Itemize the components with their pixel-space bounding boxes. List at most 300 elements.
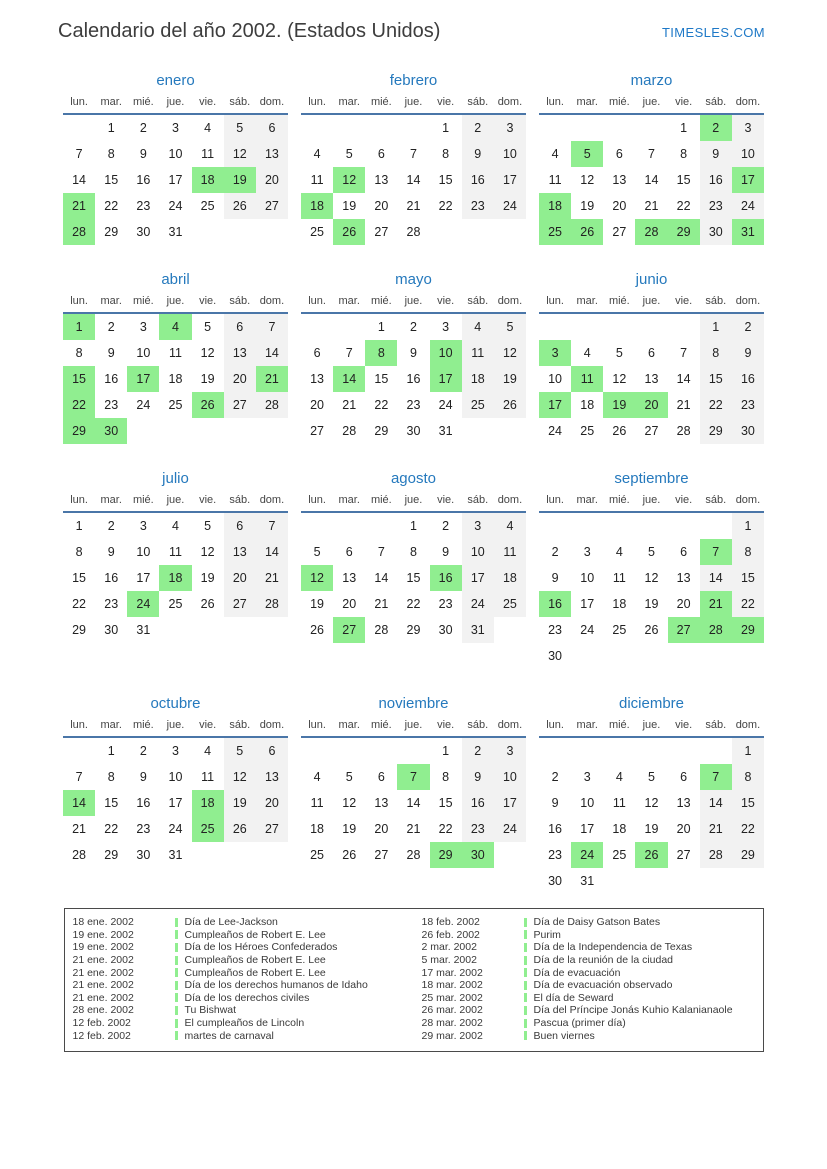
day-cell: 8	[442, 147, 450, 161]
holiday-marker-icon	[175, 930, 178, 939]
day-cell: 25	[192, 816, 224, 842]
day-cell: 28	[63, 219, 95, 245]
day-cell: 19	[224, 167, 256, 193]
holiday-name: Buen viernes	[533, 1029, 595, 1042]
day-cell: 20	[342, 597, 357, 611]
month-octubre	[63, 695, 288, 868]
day-cell: 15	[732, 790, 764, 816]
day-cell: 28	[700, 617, 732, 643]
day-cell: 7	[256, 313, 288, 340]
day-cell	[494, 842, 526, 868]
day-cell	[462, 219, 494, 245]
holiday-name: Tu Bishwat	[184, 1004, 237, 1017]
day-cell: 14	[256, 340, 288, 366]
holiday-date: 25 mar. 2002	[421, 991, 483, 1004]
weekday-label: jue.	[635, 717, 667, 737]
day-cell: 23	[462, 816, 494, 842]
day-cell	[224, 617, 256, 643]
day-cell: 29	[406, 623, 421, 637]
weekday-label: lun.	[301, 94, 333, 114]
holiday-name: Día de la reunión de la ciudad	[533, 954, 674, 967]
month-grid	[301, 293, 526, 444]
day-cell	[668, 512, 700, 539]
day-cell: 20	[676, 597, 691, 611]
day-cell: 1	[732, 737, 764, 764]
weekday-label: mar.	[571, 293, 603, 313]
day-cell	[668, 868, 700, 894]
holiday-marker-icon	[524, 1019, 527, 1028]
day-cell: 10	[462, 539, 494, 565]
day-cell: 28	[374, 623, 389, 637]
day-cell: 8	[680, 147, 688, 161]
day-cell: 7	[648, 147, 655, 161]
day-cell: 4	[462, 313, 494, 340]
day-cell: 3	[494, 737, 526, 764]
day-cell: 1	[75, 519, 83, 533]
day-cell: 5	[313, 545, 321, 559]
day-cell: 19	[342, 822, 357, 836]
day-cell	[301, 313, 333, 340]
month-title: agosto	[390, 470, 437, 487]
day-cell: 30	[732, 418, 764, 444]
day-cell: 21	[406, 199, 421, 213]
day-cell	[539, 313, 571, 340]
day-cell	[63, 737, 95, 764]
weekday-label: dom.	[494, 94, 526, 114]
holiday-name: Cumpleaños de Robert E. Lee	[184, 966, 326, 979]
weekday-label: vie.	[668, 293, 700, 313]
day-cell: 18	[612, 822, 627, 836]
day-cell: 19	[342, 199, 357, 213]
day-cell: 22	[63, 392, 95, 418]
month-grid	[63, 717, 288, 868]
day-cell: 1	[410, 519, 417, 533]
day-cell: 17	[168, 796, 183, 810]
holiday-date: 21 ene. 2002	[72, 954, 134, 967]
day-cell: 6	[377, 770, 385, 784]
day-cell: 15	[406, 571, 421, 585]
day-cell: 5	[224, 737, 256, 764]
holiday-marker-icon	[524, 1031, 527, 1040]
weekday-label: sáb.	[700, 492, 732, 512]
day-cell: 25	[310, 848, 325, 862]
weekday-label: lun.	[63, 717, 95, 737]
month-junio	[539, 271, 764, 444]
weekday-label: mar.	[95, 293, 127, 313]
weekday-label: lun.	[301, 492, 333, 512]
day-cell: 31	[168, 225, 183, 239]
day-cell: 17	[462, 565, 494, 591]
day-cell: 20	[635, 392, 667, 418]
day-cell	[301, 737, 333, 764]
day-cell: 3	[494, 114, 526, 141]
day-cell: 25	[168, 398, 183, 412]
day-cell: 17	[127, 366, 159, 392]
day-cell: 20	[256, 790, 288, 816]
day-cell: 17	[732, 167, 764, 193]
weekday-label: sáb.	[224, 717, 256, 737]
day-cell: 12	[301, 565, 333, 591]
weekday-label: lun.	[63, 492, 95, 512]
day-cell: 2	[700, 114, 732, 141]
day-cell: 23	[136, 822, 151, 836]
holidays-box	[64, 908, 764, 1052]
day-cell	[494, 418, 526, 444]
day-cell: 13	[310, 372, 325, 386]
day-cell: 22	[72, 597, 87, 611]
weekday-label: vie.	[430, 94, 462, 114]
day-cell: 18	[301, 193, 333, 219]
day-cell: 23	[438, 597, 453, 611]
month-title: diciembre	[618, 695, 685, 712]
day-cell: 18	[192, 167, 224, 193]
day-cell: 17	[580, 597, 595, 611]
day-cell: 17	[430, 366, 462, 392]
day-cell	[635, 512, 667, 539]
holiday-row	[65, 916, 414, 929]
month-grid	[63, 492, 288, 643]
day-cell: 6	[256, 737, 288, 764]
day-cell: 29	[700, 418, 732, 444]
weekday-label: mié.	[365, 94, 397, 114]
day-cell: 4	[204, 744, 212, 758]
day-cell: 18	[159, 565, 191, 591]
weekday-label: sáb.	[700, 293, 732, 313]
day-cell: 9	[139, 770, 147, 784]
day-cell: 24	[462, 591, 494, 617]
month-grid	[539, 293, 764, 444]
holiday-marker-icon	[175, 1019, 178, 1028]
day-cell	[539, 512, 571, 539]
day-cell: 1	[700, 313, 732, 340]
day-cell: 23	[548, 623, 563, 637]
day-cell: 15	[732, 565, 764, 591]
day-cell: 26	[333, 219, 365, 245]
day-cell: 20	[612, 199, 627, 213]
holiday-date: 18 feb. 2002	[421, 916, 480, 929]
day-cell: 9	[551, 571, 559, 585]
month-title: junio	[635, 271, 668, 288]
day-cell: 21	[700, 591, 732, 617]
day-cell: 26	[310, 623, 325, 637]
day-cell: 26	[494, 392, 526, 418]
day-cell: 23	[462, 193, 494, 219]
day-cell	[462, 418, 494, 444]
day-cell: 24	[168, 822, 183, 836]
weekday-label: sáb.	[462, 717, 494, 737]
day-cell: 19	[310, 597, 325, 611]
day-cell	[668, 643, 700, 669]
month-diciembre	[539, 695, 764, 894]
day-cell: 31	[580, 874, 595, 888]
day-cell: 23	[406, 398, 421, 412]
day-cell	[571, 512, 603, 539]
day-cell: 12	[333, 167, 365, 193]
holiday-row	[414, 979, 763, 992]
day-cell: 10	[430, 340, 462, 366]
day-cell	[333, 114, 365, 141]
day-cell: 26	[612, 424, 627, 438]
holiday-row	[65, 941, 414, 954]
holiday-date: 12 feb. 2002	[72, 1029, 131, 1042]
day-cell: 10	[136, 346, 151, 360]
day-cell: 2	[107, 519, 115, 533]
weekday-label: mar.	[333, 293, 365, 313]
day-cell: 26	[342, 848, 357, 862]
holiday-row	[65, 1004, 414, 1017]
holiday-date: 18 ene. 2002	[72, 916, 134, 929]
day-cell	[397, 737, 429, 764]
day-cell: 13	[676, 571, 691, 585]
day-cell: 8	[732, 539, 764, 565]
weekday-label: mié.	[365, 492, 397, 512]
day-cell	[224, 219, 256, 245]
day-cell	[192, 617, 224, 643]
day-cell: 3	[462, 512, 494, 539]
weekday-label: lun.	[301, 717, 333, 737]
day-cell: 12	[224, 764, 256, 790]
day-cell: 18	[612, 597, 627, 611]
day-cell: 7	[256, 512, 288, 539]
day-cell: 7	[75, 770, 83, 784]
day-cell: 2	[410, 320, 417, 334]
holiday-date: 18 mar. 2002	[421, 979, 483, 992]
weekday-label: mié.	[127, 293, 159, 313]
holiday-marker-icon	[175, 956, 178, 965]
day-cell: 9	[551, 796, 559, 810]
day-cell: 11	[494, 539, 526, 565]
day-cell: 25	[462, 392, 494, 418]
day-cell: 23	[136, 199, 151, 213]
month-title: noviembre	[378, 695, 449, 712]
day-cell: 2	[551, 545, 559, 559]
day-cell: 30	[95, 418, 127, 444]
day-cell	[430, 219, 462, 245]
holiday-name: Cumpleaños de Robert E. Lee	[184, 954, 326, 967]
day-cell: 12	[342, 796, 357, 810]
day-cell	[333, 512, 365, 539]
day-cell: 5	[224, 114, 256, 141]
day-cell: 8	[75, 346, 83, 360]
day-cell: 16	[104, 372, 119, 386]
weekday-label: mar.	[333, 492, 365, 512]
day-cell: 23	[732, 392, 764, 418]
day-cell: 23	[548, 848, 563, 862]
weekday-label: lun.	[539, 717, 571, 737]
holiday-name: Día de evacuación	[533, 966, 621, 979]
holiday-row	[414, 1017, 763, 1030]
day-cell: 25	[539, 219, 571, 245]
weekday-label: vie.	[430, 293, 462, 313]
day-cell: 8	[442, 770, 450, 784]
day-cell: 16	[136, 796, 151, 810]
weekday-label: sáb.	[462, 293, 494, 313]
day-cell: 7	[680, 346, 688, 360]
day-cell: 22	[438, 822, 453, 836]
day-cell	[192, 842, 224, 868]
weekday-label: vie.	[192, 717, 224, 737]
month-febrero	[301, 72, 526, 245]
day-cell: 27	[644, 424, 659, 438]
day-cell: 28	[700, 842, 732, 868]
weekday-label: sáb.	[224, 492, 256, 512]
day-cell: 10	[494, 764, 526, 790]
day-cell: 5	[345, 770, 353, 784]
holiday-row	[65, 929, 414, 942]
weekday-label: jue.	[635, 492, 667, 512]
holiday-date: 21 ene. 2002	[72, 966, 134, 979]
day-cell: 27	[374, 848, 389, 862]
day-cell: 21	[700, 816, 732, 842]
day-cell: 28	[256, 591, 288, 617]
weekday-label: mié.	[127, 492, 159, 512]
day-cell: 12	[494, 340, 526, 366]
day-cell: 6	[680, 770, 688, 784]
day-cell: 23	[104, 597, 119, 611]
day-cell: 26	[571, 219, 603, 245]
day-cell: 30	[136, 848, 151, 862]
weekday-label: mar.	[571, 94, 603, 114]
holiday-date: 26 feb. 2002	[421, 928, 480, 941]
day-cell: 17	[580, 822, 595, 836]
day-cell: 9	[700, 141, 732, 167]
holiday-date: 12 feb. 2002	[72, 1017, 131, 1030]
holiday-name: Día de Lee-Jackson	[184, 916, 278, 929]
holiday-row	[414, 1004, 763, 1017]
day-cell: 29	[374, 424, 389, 438]
day-cell: 14	[676, 372, 691, 386]
month-julio	[63, 470, 288, 643]
day-cell	[603, 512, 635, 539]
weekday-label: mié.	[603, 492, 635, 512]
day-cell: 20	[224, 366, 256, 392]
month-enero	[63, 72, 288, 245]
day-cell	[494, 617, 526, 643]
day-cell: 21	[256, 366, 288, 392]
weekday-label: dom.	[732, 492, 764, 512]
day-cell: 30	[462, 842, 494, 868]
month-grid	[301, 717, 526, 868]
day-cell: 21	[374, 597, 389, 611]
day-cell: 13	[224, 340, 256, 366]
day-cell: 1	[680, 121, 688, 135]
site-link[interactable]: TIMESLES.COM	[661, 25, 765, 40]
holiday-row	[65, 1017, 414, 1030]
day-cell: 18	[494, 565, 526, 591]
day-cell: 1	[732, 512, 764, 539]
day-cell: 5	[204, 519, 212, 533]
day-cell: 29	[668, 219, 700, 245]
month-agosto	[301, 470, 526, 643]
holiday-marker-icon	[175, 968, 178, 977]
holiday-marker-icon	[175, 943, 178, 952]
day-cell: 2	[732, 313, 764, 340]
day-cell: 22	[104, 199, 119, 213]
holiday-date: 26 mar. 2002	[421, 1004, 483, 1017]
day-cell	[539, 737, 571, 764]
weekday-label: lun.	[63, 293, 95, 313]
day-cell: 4	[615, 770, 623, 784]
day-cell	[301, 114, 333, 141]
weekday-label: jue.	[635, 293, 667, 313]
day-cell	[603, 643, 635, 669]
holiday-row	[414, 916, 763, 929]
day-cell: 25	[310, 225, 325, 239]
weekday-label: mar.	[333, 717, 365, 737]
weekday-label: vie.	[430, 492, 462, 512]
weekday-label: mié.	[603, 94, 635, 114]
day-cell: 7	[75, 147, 83, 161]
day-cell: 3	[172, 744, 179, 758]
day-cell: 16	[104, 571, 119, 585]
day-cell: 13	[256, 764, 288, 790]
day-cell	[539, 114, 571, 141]
weekday-label: mié.	[127, 717, 159, 737]
day-cell: 24	[571, 842, 603, 868]
day-cell: 7	[410, 147, 417, 161]
weekday-label: jue.	[159, 717, 191, 737]
holiday-name: Día de los derechos civiles	[184, 991, 310, 1004]
month-title: enero	[156, 72, 195, 89]
weekday-label: mar.	[571, 717, 603, 737]
day-cell: 29	[63, 418, 95, 444]
day-cell: 18	[580, 398, 595, 412]
holiday-date: 21 ene. 2002	[72, 991, 134, 1004]
weekday-label: vie.	[192, 293, 224, 313]
months-grid	[63, 72, 764, 894]
day-cell: 20	[256, 167, 288, 193]
day-cell: 12	[644, 796, 659, 810]
day-cell: 25	[612, 848, 627, 862]
day-cell: 27	[374, 225, 389, 239]
day-cell: 31	[732, 219, 764, 245]
holiday-marker-icon	[524, 993, 527, 1002]
day-cell: 8	[700, 340, 732, 366]
weekday-label: mié.	[365, 293, 397, 313]
day-cell: 5	[648, 770, 655, 784]
day-cell: 26	[635, 842, 667, 868]
weekday-label: jue.	[397, 94, 429, 114]
day-cell: 18	[539, 193, 571, 219]
day-cell	[333, 313, 365, 340]
day-cell: 27	[668, 617, 700, 643]
day-cell: 14	[700, 790, 732, 816]
day-cell: 21	[406, 822, 421, 836]
holiday-row	[65, 954, 414, 967]
holidays-column-right	[414, 916, 763, 1042]
day-cell: 11	[169, 545, 182, 559]
day-cell: 29	[732, 842, 764, 868]
day-cell	[494, 219, 526, 245]
day-cell: 12	[200, 346, 215, 360]
month-marzo	[539, 72, 764, 245]
day-cell: 14	[333, 366, 365, 392]
weekday-label: sáb.	[700, 717, 732, 737]
holiday-name: Día de los Héroes Confederados	[184, 941, 338, 954]
day-cell: 7	[397, 764, 429, 790]
day-cell: 12	[644, 571, 659, 585]
day-cell: 5	[494, 313, 526, 340]
day-cell	[603, 313, 635, 340]
day-cell: 15	[63, 366, 95, 392]
day-cell: 8	[732, 764, 764, 790]
day-cell: 13	[374, 796, 389, 810]
day-cell: 20	[310, 398, 325, 412]
day-cell: 10	[580, 571, 595, 585]
day-cell: 11	[612, 571, 626, 585]
day-cell: 23	[104, 398, 119, 412]
day-cell: 14	[700, 565, 732, 591]
